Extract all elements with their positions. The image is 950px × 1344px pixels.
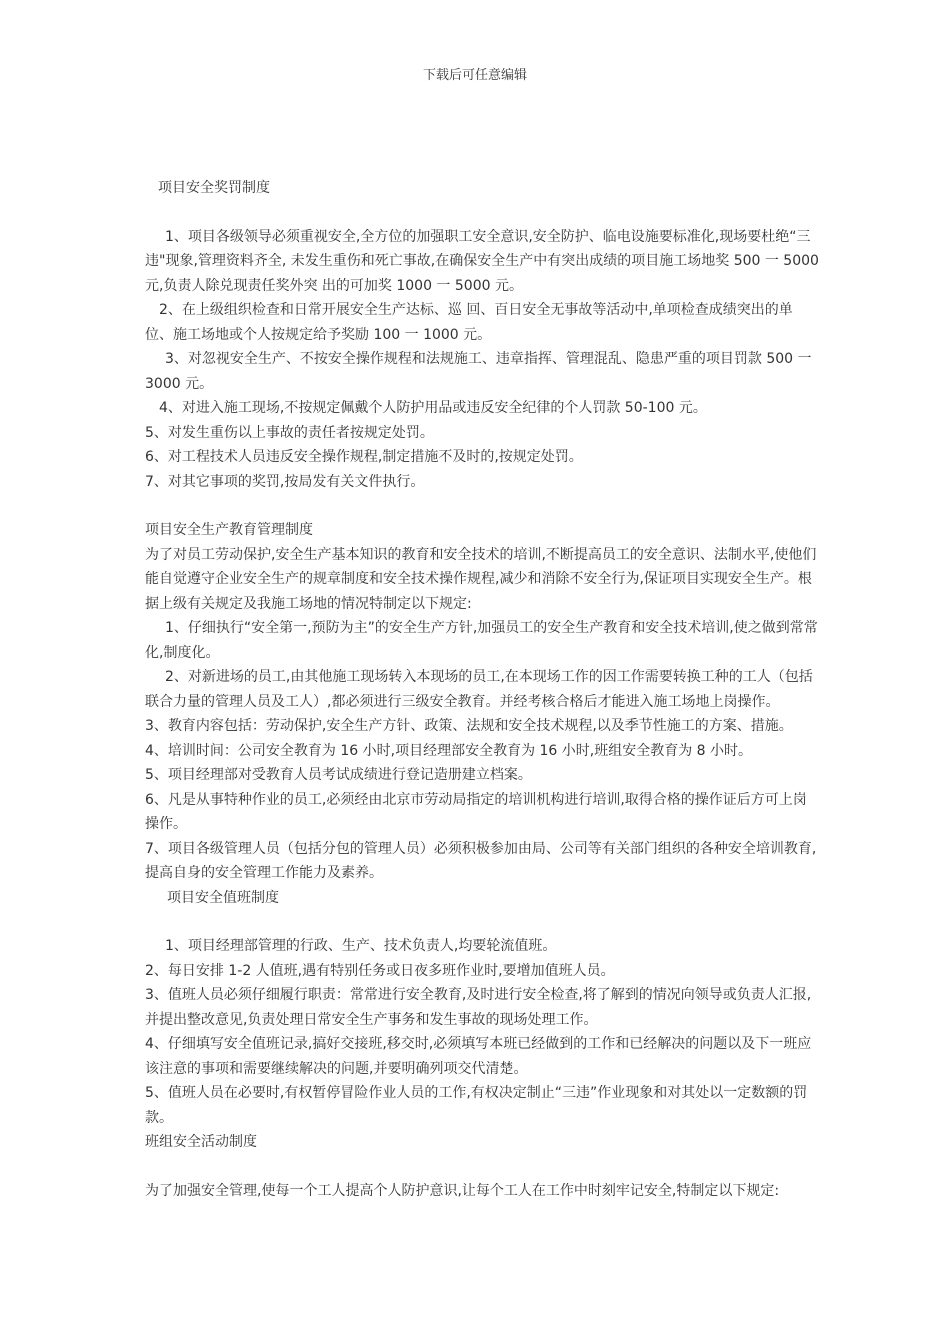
reward-item-3: 3、对忽视安全生产、不按安全操作规程和法规施工、违章指挥、管理混乱、隐患严重的项目罚款 500 一 3000 元。 [145,351,812,392]
education-item-4: 4、培训时间：公司安全教育为 16 小时,项目经理部安全教育为 16 小时,班组安全教育为 8 小时。 [145,742,753,759]
section-title-education: 项目安全生产教育管理制度 [145,522,313,538]
reward-item-4: 4、对进入施工现场,不按规定佩戴个人防护用品或违反安全纪律的个人罚款 50-100 元。 [159,400,707,416]
education-item-3: 3、教育内容包括：劳动保护,安全生产方针、政策、法规和安全技术规程,以及季节性施工的方案、措施。 [145,718,793,734]
reward-item-7: 7、对其它事项的奖罚,按局发有关文件执行。 [145,473,425,490]
education-item-7: 7、项目各级管理人员（包括分包的管理人员）必须积极参加由局、公司等有关部门组织的各种安全培训教育,提高自身的安全管理工作能力及素养。 [145,840,817,881]
duty-item-1: 1、项目经理部管理的行政、生产、技术负责人,均要轮流值班。 [165,938,557,954]
document-body [145,176,820,1203]
section-title-reward: 项目安全奖罚制度 [158,180,270,196]
duty-item-3: 3、值班人员必须仔细履行职责：常常进行安全教育,及时进行安全检查,将了解到的情况向领导或负责人汇报,并提出整改意见,负责处理日常安全生产事务和发生事故的现场处理工作。 [145,987,812,1028]
education-item-1: 1、仔细执行“安全第一,预防为主”的安全生产方针,加强员工的安全生产教育和安全技术培训,使之做到常常化,制度化。 [145,620,818,661]
team-intro: 为了加强安全管理,使每一个工人提高个人防护意识,让每个工人在工作中时刻牢记安全,特制定以下规定: [145,1182,780,1199]
duty-item-5: 5、值班人员在必要时,有权暂停冒险作业人员的工作,有权决定制止“三违”作业现象和对其处以一定数额的罚款。 [145,1085,808,1126]
section-title-duty: 项目安全值班制度 [167,889,279,906]
duty-item-4: 4、仔细填写安全值班记录,搞好交接班,移交时,必须填写本班已经做到的工作和已经解决的问题以及下一班应该注意的事项和需要继续解决的问题,并要明确列项交代清楚。 [145,1036,812,1077]
reward-item-6: 6、对工程技术人员违反安全操作规程,制定措施不及时的,按规定处罚。 [145,449,583,465]
education-item-2: 2、对新进场的员工,由其他施工现场转入本现场的员工,在本现场工作的因工作需要转换工种的工人（包括联合力量的管理人员及工人）,都必须进行三级安全教育。并经考核合格后才能进入施工场地上岗操作。 [145,669,813,710]
education-intro: 为了对员工劳动保护,安全生产基本知识的教育和安全技术的培训,不断提高员工的安全意识、法制水平,使他们能自觉遵守企业安全生产的规章制度和安全技术操作规程,减少和消除不安全行为,保证项目实现安全生产。根据上级有关规定及我施工场地的情况特制定以下规定: [145,546,817,612]
education-item-6: 6、凡是从事特种作业的员工,必须经由北京市劳动局指定的培训机构进行培训,取得合格的操作证后方可上岗操作。 [145,791,807,832]
section-title-team: 班组安全活动制度 [145,1134,257,1150]
reward-item-1: 1、项目各级领导必须重视安全,全方位的加强职工安全意识,安全防护、临电设施要标准化,现场要杜绝“三违"现象,管理资料齐全, 未发生重伤和死亡事故,在确保安全生产中有突出成绩的项目施工场地奖 500 一 5000 元,负责人除兑现责任奖外突 出的可加奖 1000 一 5000 元。 [145,228,819,294]
page-header: 下载后可任意编辑 [422,68,527,83]
education-item-5: 5、项目经理部对受教育人员考试成绩进行登记造册建立档案。 [145,767,532,783]
duty-item-2: 2、每日安排 1-2 人值班,遇有特别任务或日夜多班作业时,要增加值班人员。 [145,962,615,979]
reward-item-2: 2、在上级组织检查和日常开展安全生产达标、巡 回、百日安全无事故等活动中,单项检查成绩突出的单位、施工场地或个人按规定给予奖励 100 一 1000 元。 [145,302,793,343]
reward-item-5: 5、对发生重伤以上事故的责任者按规定处罚。 [145,424,434,441]
